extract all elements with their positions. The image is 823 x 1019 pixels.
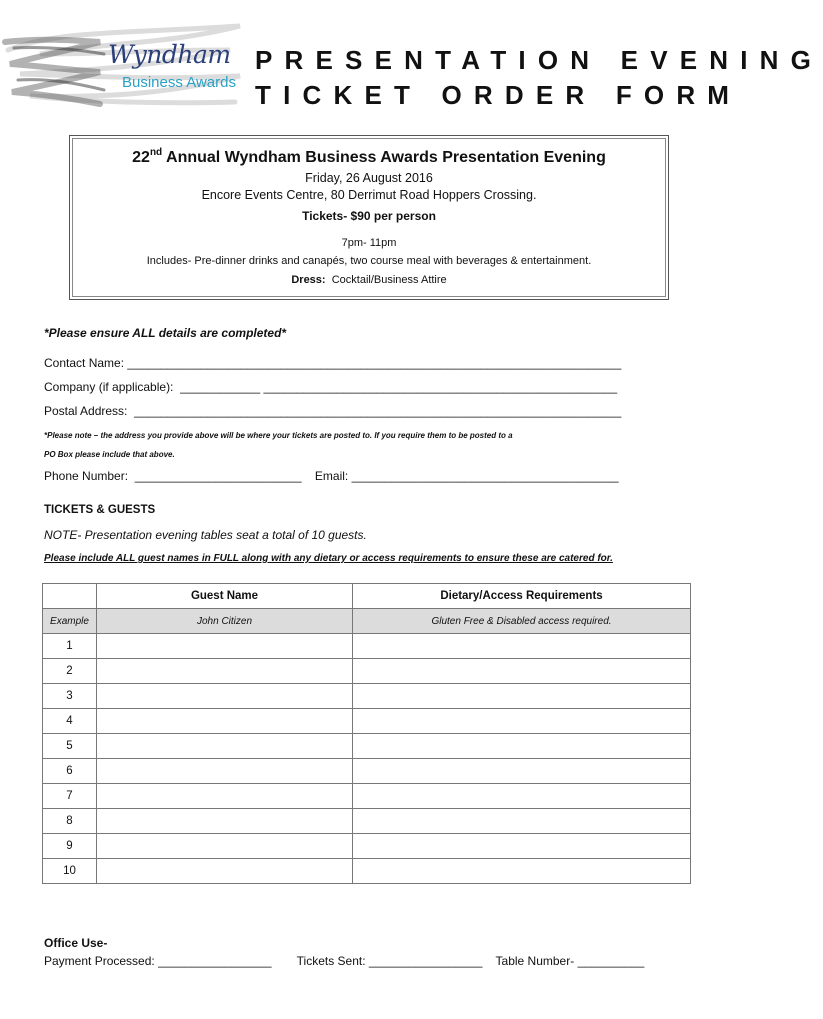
address-note-line1: *Please note – the address you provide above will be where your tickets are posted to. If you require them to be posted to a [44,431,513,440]
guest-dietary-cell[interactable] [353,784,691,809]
table-row [43,709,691,734]
contact-name-field[interactable]: __________________________________________________________________________ [127,356,622,370]
event-date: Friday, 26 August 2016 [305,171,433,185]
tickets-guests-heading: TICKETS & GUESTS [44,504,156,516]
guest-name-cell[interactable] [97,709,353,734]
guest-dietary-cell[interactable] [353,809,691,834]
dress-label: Dress: [291,274,326,286]
table-row [43,734,691,759]
event-info-box [69,135,669,300]
page-title-line1: PRESENTATION EVENING [255,45,823,75]
logo-subtitle: Business Awards [122,74,236,91]
postal-address-row [44,404,621,418]
guest-dietary-cell[interactable] [353,709,691,734]
example-row [43,609,691,634]
example-guest-name: John Citizen [97,609,353,634]
table-row [43,634,691,659]
table-number-field[interactable]: __________ [577,954,645,968]
guest-name-cell[interactable] [97,684,353,709]
contact-name-row [44,356,621,370]
table-row [43,684,691,709]
guest-number: 6 [43,759,97,784]
table-row [43,809,691,834]
guest-name-cell[interactable] [97,834,353,859]
guest-dietary-cell[interactable] [353,734,691,759]
guest-number: 2 [43,659,97,684]
guest-name-cell[interactable] [97,659,353,684]
event-venue: Encore Events Centre, 80 Derrimut Road Hoppers Crossing. [201,188,537,202]
table-row [43,659,691,684]
wyndham-logo [0,20,250,120]
company-row [44,380,617,394]
payment-processed-field[interactable]: _________________ [158,954,272,968]
guest-number: 8 [43,809,97,834]
header-number-cell [43,584,97,609]
event-info-inner-border [72,138,666,297]
event-heading-suffix: nd [149,147,163,158]
phone-field[interactable]: _________________________ [134,469,302,483]
brush-stroke-icon [0,20,250,120]
include-names-note: Please include ALL guest names in FULL along with any dietary or access requirements to ensure these are catered for. [44,553,613,564]
guest-name-cell[interactable] [97,734,353,759]
office-use-row [44,954,644,968]
phone-email-row [44,469,619,483]
table-header-row [43,584,691,609]
guest-number: 7 [43,784,97,809]
guest-name-cell[interactable] [97,759,353,784]
guest-number: 9 [43,834,97,859]
page-title-line2: TICKET ORDER FORM [255,80,742,110]
table-row [43,859,691,884]
guest-name-cell[interactable] [97,784,353,809]
guest-dietary-cell[interactable] [353,859,691,884]
tickets-sent-label: Tickets Sent: [296,954,366,968]
guest-table [42,583,691,884]
guest-name-cell[interactable] [97,634,353,659]
logo-wordmark: Wyndham [108,40,231,69]
ensure-details-note: *Please ensure ALL details are completed* [44,326,287,340]
example-label: Example [43,609,97,634]
company-field-short[interactable]: ____________ [180,380,261,394]
guest-dietary-cell[interactable] [353,659,691,684]
guest-number: 10 [43,859,97,884]
guest-name-cell[interactable] [97,859,353,884]
guest-dietary-cell[interactable] [353,759,691,784]
example-dietary: Gluten Free & Disabled access required. [353,609,691,634]
tables-seat-note: NOTE- Presentation evening tables seat a total of 10 guests. [44,528,367,542]
table-row [43,784,691,809]
event-heading-text: Annual Wyndham Business Awards Presentation Evening [166,149,606,166]
office-use-heading: Office Use- [44,936,108,950]
event-price: Tickets- $90 per person [302,209,436,223]
guest-dietary-cell[interactable] [353,634,691,659]
header-dietary: Dietary/Access Requirements [353,584,691,609]
guest-number: 5 [43,734,97,759]
event-heading [73,149,665,167]
dress-value: Cocktail/Business Attire [331,274,447,286]
guest-number: 3 [43,684,97,709]
guest-dietary-cell[interactable] [353,684,691,709]
header-guest-name: Guest Name [97,584,353,609]
guest-dietary-cell[interactable] [353,834,691,859]
event-heading-number: 22 [132,149,150,166]
event-includes: Includes- Pre-dinner drinks and canapés, two course meal with beverages & entertainment. [146,255,592,267]
guest-name-cell[interactable] [97,809,353,834]
address-note-line2: PO Box please include that above. [44,450,175,459]
phone-label: Phone Number: [44,469,129,483]
event-time: 7pm- 11pm [341,237,397,249]
payment-processed-label: Payment Processed: [44,954,155,968]
company-label: Company (if applicable): [44,380,174,394]
table-row [43,834,691,859]
company-field-long[interactable]: _____________________________________________________ [263,380,618,394]
postal-address-label: Postal Address: [44,404,128,418]
guest-number: 1 [43,634,97,659]
table-row [43,759,691,784]
guest-number: 4 [43,709,97,734]
email-field[interactable]: ________________________________________ [351,469,619,483]
email-label: Email: [314,469,349,483]
tickets-sent-field[interactable]: _________________ [368,954,483,968]
postal-address-field[interactable]: _________________________________________________________________________ [134,404,622,418]
table-number-label: Table Number- [495,954,575,968]
event-dress [73,274,665,286]
contact-name-label: Contact Name: [44,356,125,370]
